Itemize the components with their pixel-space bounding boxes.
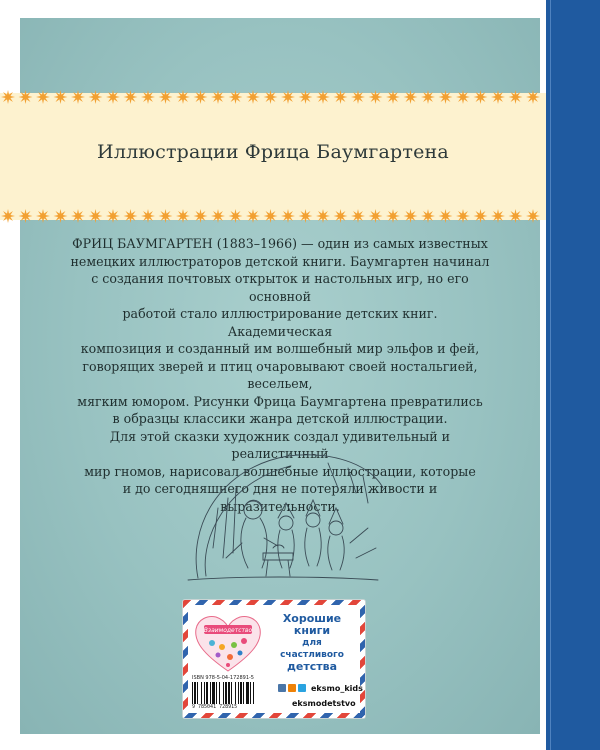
heart-logo-text: Взаимодетство xyxy=(203,627,253,634)
star-ornament xyxy=(264,209,278,223)
banner-title: Иллюстрации Фрица Баумгартена xyxy=(97,141,449,163)
star-ornament xyxy=(141,90,155,104)
barcode-bar xyxy=(206,682,208,704)
star-ornament xyxy=(176,90,190,104)
star-ornament xyxy=(299,90,313,104)
star-ornament xyxy=(1,90,15,104)
star-ornament xyxy=(351,209,365,223)
barcode xyxy=(192,682,268,704)
slogan-line: для счастливого xyxy=(280,638,344,660)
slogan-line: книги xyxy=(293,624,331,637)
star-ornament xyxy=(439,90,453,104)
gnomes-illustration xyxy=(178,448,388,588)
star-ornament xyxy=(124,209,138,223)
social-links xyxy=(278,682,363,694)
star-ornament xyxy=(229,209,243,223)
star-ornament xyxy=(456,90,470,104)
star-ornament xyxy=(89,90,103,104)
star-ornament xyxy=(159,90,173,104)
star-ornament xyxy=(194,209,208,223)
bio-line: композиция и созданный им волшебный мир эльфов и фей, xyxy=(80,341,480,356)
bio-line: говорящих зверей и птиц очаровывают своей ностальгией, весельем, xyxy=(82,358,478,391)
star-ornament xyxy=(194,90,208,104)
star-ornament xyxy=(369,90,383,104)
bio-line: Для этой сказки художник создал удивительный и реалистичный xyxy=(109,428,451,461)
star-ornament xyxy=(281,209,295,223)
star-ornament xyxy=(334,90,348,104)
sticker-body xyxy=(188,605,363,713)
star-ornament xyxy=(316,209,330,223)
barcode-bar xyxy=(197,682,198,704)
telegram-icon xyxy=(298,684,306,692)
star-ornament xyxy=(246,209,260,223)
isbn-label: ISBN 978-5-04-172891-5 xyxy=(192,675,254,681)
star-ornament xyxy=(19,90,33,104)
star-ornament xyxy=(439,209,453,223)
star-ornament xyxy=(19,209,33,223)
social-handle: eksmo_kids xyxy=(311,683,363,693)
bio-line: в образцы классики жанра детской иллюстрации. xyxy=(112,411,448,426)
spine-edge-line xyxy=(550,0,551,750)
star-ornament xyxy=(281,90,295,104)
barcode-bar xyxy=(201,682,202,704)
star-ornament xyxy=(456,209,470,223)
barcode-bar xyxy=(231,682,232,704)
star-ornament xyxy=(474,209,488,223)
barcode-bar xyxy=(246,682,249,704)
star-ornament xyxy=(106,90,120,104)
star-ornament xyxy=(509,90,523,104)
barcode-bar xyxy=(212,682,215,704)
star-ornament xyxy=(211,90,225,104)
star-ornament xyxy=(334,209,348,223)
star-ornament xyxy=(421,90,435,104)
star-ornament xyxy=(229,90,243,104)
star-ornament xyxy=(89,209,103,223)
barcode-bar xyxy=(192,682,193,704)
slogan-line: Хорошие xyxy=(282,612,342,625)
barcode-digits: 9 785041 728915 xyxy=(192,704,238,710)
barcode-bar xyxy=(204,682,205,704)
star-ornament xyxy=(404,90,418,104)
star-ornament xyxy=(264,90,278,104)
star-ornament xyxy=(369,209,383,223)
star-ornament xyxy=(246,90,260,104)
star-ornament xyxy=(54,90,68,104)
star-ornament xyxy=(141,209,155,223)
star-ornament xyxy=(36,90,50,104)
bio-line: ФРИЦ БАУМГАРТЕН (1883–1966) — один из самых известных xyxy=(72,236,488,251)
barcode-bar xyxy=(228,682,230,704)
website-label: eksmodetstvo xyxy=(292,699,356,708)
star-ornament xyxy=(106,209,120,223)
ok-icon xyxy=(288,684,296,692)
star-ornament xyxy=(316,90,330,104)
barcode-bar xyxy=(238,682,239,704)
star-ornament xyxy=(36,209,50,223)
star-ornament xyxy=(421,209,435,223)
barcode-bar xyxy=(194,682,196,704)
barcode-bar xyxy=(235,682,236,704)
star-ornament xyxy=(54,209,68,223)
barcode-bar xyxy=(210,682,211,704)
bio-line: немецких иллюстраторов детской книги. Баумгартен начинал xyxy=(70,253,490,269)
slogan-line: детства xyxy=(287,660,337,673)
star-ornament xyxy=(404,209,418,223)
book-spine xyxy=(546,0,600,750)
star-ornament xyxy=(159,209,173,223)
star-ornament xyxy=(71,90,85,104)
heart-logo-icon xyxy=(192,613,264,673)
publisher-sticker xyxy=(183,600,365,718)
barcode-bar xyxy=(250,682,251,704)
star-ornament xyxy=(1,209,15,223)
star-ornament xyxy=(176,209,190,223)
barcode-bar xyxy=(240,682,242,704)
barcode-bar xyxy=(243,682,244,704)
star-ornament xyxy=(526,90,540,104)
star-ornament xyxy=(71,209,85,223)
star-ornament xyxy=(526,209,540,223)
bio-line: мягким юмором. Рисунки Фрица Баумгартена превратились xyxy=(77,393,483,409)
star-ornament xyxy=(491,90,505,104)
bio-line: работой стало иллюстрирование детских книг. Академическая xyxy=(122,306,438,339)
star-ornament xyxy=(299,209,313,223)
vk-icon xyxy=(278,684,286,692)
barcode-bar xyxy=(219,682,220,704)
star-border-bottom xyxy=(0,208,546,224)
barcode-bar xyxy=(216,682,217,704)
star-ornament xyxy=(474,90,488,104)
slogan xyxy=(270,613,354,673)
star-ornament xyxy=(386,90,400,104)
bio-line: с создания почтовых открыток и настольных игр, но его основной xyxy=(91,271,469,304)
star-ornament xyxy=(124,90,138,104)
star-ornament xyxy=(509,209,523,223)
star-ornament xyxy=(351,90,365,104)
barcode-bar xyxy=(223,682,224,704)
star-ornament xyxy=(211,209,225,223)
star-ornament xyxy=(386,209,400,223)
barcode-bar xyxy=(253,682,254,704)
barcode-bar xyxy=(225,682,227,704)
star-ornament xyxy=(491,209,505,223)
star-border-top xyxy=(0,89,546,105)
bio-line: мир гномов, нарисовал волшебные иллюстрации, которые xyxy=(84,463,476,479)
bio-line: и до сегодняшнего дня не потеряли живости и выразительности. xyxy=(122,481,438,514)
